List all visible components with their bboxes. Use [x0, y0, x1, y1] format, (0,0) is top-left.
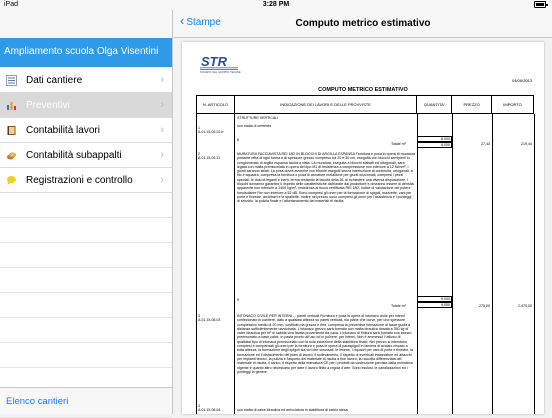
main-panel	[174, 10, 552, 414]
empty-row	[0, 243, 172, 268]
article-code: A.01.15.05.02.b	[198, 130, 224, 134]
total-label: Totale m³	[391, 142, 406, 146]
sidebar	[0, 10, 173, 414]
table-header	[196, 95, 534, 114]
sidebar-item-dati-cantiere[interactable]	[0, 68, 172, 93]
project-title-bar[interactable]	[0, 38, 172, 67]
bar-chart-icon	[6, 100, 17, 111]
sidebar-item-label: Contabilità lavori	[26, 125, 100, 136]
document-title: COMPUTO METRICO ESTIMATIVO	[318, 87, 408, 93]
list-icon	[6, 75, 17, 86]
price-cell: 27,43	[481, 142, 490, 146]
amount-cell: 219,44	[521, 142, 532, 146]
sidebar-item-label: Contabilità subappalti	[26, 150, 122, 161]
row-description: INTONACO CIVILE PER INTERNI ... pareti verticali Fornitura e posa in opera di intonaco civile per interni confezionato in cantiere, dato a qualsiasi altezza su pareti verticali, sia piane che curve, per uno spessore complessivo medio di 20 mm, costituito da grezzo e fino, compresa la preventiva formazione di fasce guida a distanza sufficientemente ravvicinata. L'intonaco grezzo sarà formato con malta idraulica dosata a 350 kg di calce idraulica per m³ di sabbia viva lavata proveniente da cava. L'intonaco di finitura sarà formato con idoneo premiscelato a base calce, in pasta pronto all'uso od in polvere, per interni. Non è ammesso l'utilizzo di qualsiasi tipo di intonaco premiscelato con la sola eccezione della stabilitura finale. Nel prezzo si intendono compresi e compensati gli oneri per la fornitura e posa in opera di paraspigoli in lamiera di acciaio zincato a tutta altezza, la formazione degli spigoli sia vivi che smussati, le lesene, i riquadri per vani di porte e finestre, la formazione ed il disfacimento dei piani di lavoro, il sollevamento, il rispetto di eventuali incassature ed attacchi per impianti tecnici, la pulizia e l'asporto del materiale di risulta a fine lavoro, la raccolta differenziata del materiale di risulta, il carico, il rispetto della marcatura CE per i prodotti da costruzione prevista dalla normativa vigente e quanto altro necessario per dare il lavoro finito a regola d'arte. Sono esclusi: le canalizzazioni ed i ponteggi in genere.	[237, 314, 413, 374]
article-code: A.01.15.08.04	[198, 408, 221, 412]
sub-qty: 8	[237, 138, 239, 142]
sidebar-item-preventivi[interactable]	[0, 93, 172, 118]
qty-total: 8,000	[417, 142, 452, 148]
sidebar-footer	[0, 387, 172, 414]
page-title: Computo metrico estimativo	[295, 18, 431, 29]
row-description: con malta di calce idraulica ed arricciatura in stabilitura di calcio stesa	[237, 408, 348, 412]
empty-row	[0, 343, 172, 368]
sidebar-item-label: Registrazioni e controllo	[26, 175, 133, 186]
elenco-cantieri-link[interactable]: Elenco cantieri	[6, 396, 69, 407]
back-label: Stampe	[186, 17, 221, 28]
sidebar-menu	[0, 68, 172, 418]
logo-caption: SOCIETA' DEL GRUPPO TECHNE	[200, 71, 241, 74]
row-number: 3	[198, 404, 200, 408]
section-heading: STRUTTURE VERTICALI	[237, 116, 279, 120]
row-number: 3	[198, 314, 200, 318]
sub-qty: 9	[237, 298, 239, 302]
sidebar-item-registrazioni[interactable]	[0, 168, 172, 193]
row-number: 2	[198, 152, 200, 156]
col-header: INDICAZIONE DEI LAVORI E DELLE PROVVISTE	[234, 96, 416, 114]
chevron-right-icon: ›	[160, 124, 164, 136]
row-description: MURATURA FACCIAVISTA REI 180' IN BLOCCHI DI ARGILLA ESPANSA Fornitura e posa in opera di muratura portante retta di ogni forma e di spessore grezzo compreso tra 20 e 30 cm, eseguita con blocchi semipieni in conglomerato di argilla espansa faccia a vista. La muratura, eseguita a blocchi sfalsati ed ortogonali, sarà legata con malta premiscelata in opera del tipo M1 di resistenza a compressione non inferiore a 12 N/mm², i giunti saranno stilati. La posa dovrà avvenire con blocchi eseguiti senza interruzione di continuità, ortogonali, a filo e squadra, compresa la fornitura e posa di armature metalliche per giunti orizzontali, compresi i pezzi speciali, le dosi di leganti e inerti, ferma restando la facoltà della DL di richiedere una diversa disposizione. I blocchi dovranno garantire il rispetto delle caratteristiche dichiarate dal produttore e dovranno essere di densità apparente non inferiore a 1400 kg/m³, resistenza al fuoco certificata REI 180', indice di valutazione del potere fonoisolante Rw non inferiore a 52 dB. Sono compresi gli oneri per la formazione di spigoli, mazzette, vani per porte e finestre, architravi e le spallette. Inoltre nel prezzo sono compresi gli oneri per l'assistenza e i ponteggi di servizio, la pulizia finale e l'allontanamento dei materiali di risulta.	[237, 152, 415, 204]
chevron-right-icon: ›	[160, 74, 164, 86]
row-description: con malta di cemento	[237, 124, 272, 128]
row-number: 1	[198, 126, 200, 130]
sidebar-item-contabilita-lavori[interactable]	[0, 118, 172, 143]
total-label: Totale m²	[391, 304, 406, 308]
article-code: A.01.15.05.11	[198, 156, 221, 160]
col-header: PREZZO	[452, 96, 492, 114]
company-logo	[200, 54, 240, 70]
empty-row	[0, 318, 172, 343]
qty-total: 9,000	[417, 302, 452, 308]
table-body	[196, 114, 534, 414]
price-cell: 275,00	[479, 304, 490, 308]
empty-row	[0, 218, 172, 243]
device-label: iPad	[4, 1, 19, 8]
empty-row	[0, 293, 172, 318]
col-header: N. ARTICOLO	[197, 96, 235, 114]
comment-icon	[6, 175, 17, 186]
empty-row	[0, 193, 172, 218]
battery-icon	[534, 1, 546, 8]
document-page[interactable]	[182, 42, 544, 414]
empty-row	[0, 268, 172, 293]
book-icon	[6, 125, 17, 136]
qty-cell: 9,000	[417, 296, 452, 302]
chevron-right-icon: ›	[160, 99, 164, 111]
document-date: 04/06/2013	[511, 78, 532, 83]
col-header: IMPORTO	[492, 96, 534, 114]
clock: 3:28 PM	[262, 1, 290, 8]
article-code: A.01.15.08.03	[198, 318, 221, 322]
chevron-right-icon: ›	[160, 149, 164, 161]
coins-icon	[6, 150, 17, 161]
svg-text:STR: STR	[201, 54, 227, 69]
chevron-left-icon: ‹	[180, 13, 185, 28]
sidebar-item-label: Preventivi	[26, 100, 70, 111]
sidebar-item-contabilita-subappalti[interactable]	[0, 143, 172, 168]
amount-cell: 2.475,00	[518, 304, 532, 308]
chevron-right-icon: ›	[160, 174, 164, 186]
sidebar-item-label: Dati cantiere	[26, 75, 83, 86]
col-header: QUANTITA'	[417, 96, 452, 114]
project-title: Ampliamento scuola Olga Visentini	[4, 46, 159, 57]
status-bar	[0, 0, 552, 10]
qty-cell: 8,000	[417, 136, 452, 142]
navbar	[174, 10, 552, 38]
